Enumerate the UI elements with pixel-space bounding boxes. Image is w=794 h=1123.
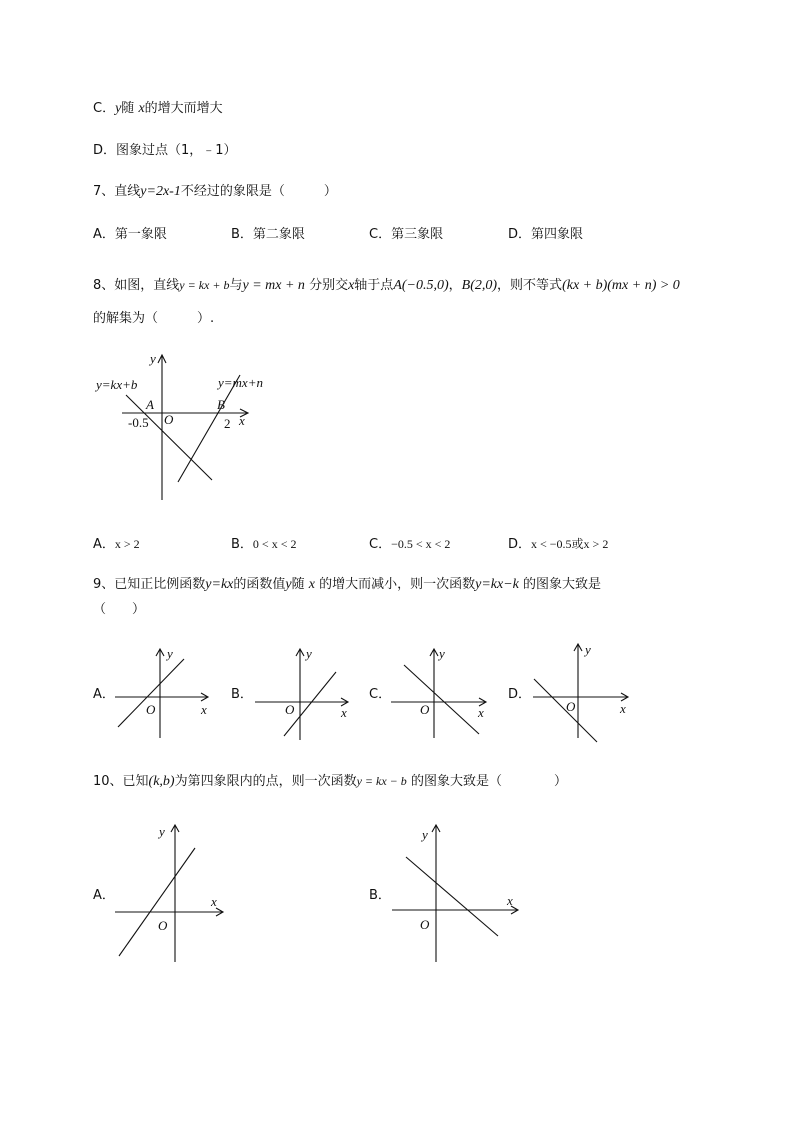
- q6-option-c-label: C．: [93, 101, 116, 116]
- q8-p1: 8、如图，直线: [93, 278, 180, 293]
- q9-c-line: [404, 665, 479, 734]
- q6-option-c-y: y: [115, 101, 122, 116]
- q9-a-label-o: O: [146, 702, 156, 717]
- q9-b-label-x: x: [341, 705, 347, 720]
- q10-a-label-y: y: [159, 824, 165, 839]
- q8-option-b-letter: B．: [231, 537, 253, 552]
- q8-p3: 分别交: [309, 278, 349, 293]
- q9-c-label-x: x: [478, 705, 484, 720]
- q9-stem: [93, 576, 601, 594]
- q8-option-a: [93, 535, 140, 554]
- q9-a-label-x: x: [201, 702, 207, 717]
- q8-option-d: [508, 535, 608, 554]
- q8-label-y: y: [150, 351, 156, 366]
- q10-p3: 的图象大致是（ ）: [410, 774, 567, 789]
- q8-option-c: [369, 535, 450, 554]
- q6-option-c: [93, 100, 223, 118]
- q7-equation: y=2x-1: [140, 184, 181, 199]
- q9-d-label-y: y: [585, 642, 591, 657]
- q10-b-label-o: O: [420, 917, 430, 932]
- q8-point-b: B(2,0): [461, 278, 498, 293]
- q9-p1: 9、已知正比例函数: [93, 577, 206, 592]
- q9-d-label-x: x: [620, 701, 626, 716]
- q6-option-c-x: x: [138, 101, 145, 116]
- q9-option-a-label: A．: [93, 687, 115, 702]
- q10-point: (k,b): [148, 774, 175, 789]
- q10-p2: 为第四象限内的点，则一次函数: [174, 774, 357, 789]
- q9-graph-b: [250, 645, 360, 745]
- q7-stem: [93, 183, 337, 201]
- q9-p3: 随: [291, 577, 305, 592]
- q8-option-d-math: x < −0.5或x > 2: [531, 537, 609, 551]
- q8-p4: 轴于点: [354, 278, 394, 293]
- q8-axis: x: [348, 278, 355, 293]
- q8-option-c-letter: C．: [369, 537, 392, 552]
- q9-graph-c: [386, 645, 496, 745]
- q8-p2: 与: [229, 278, 243, 293]
- q8-p6: ，则不等式: [497, 278, 563, 293]
- q8-eq2: y = mx + n: [242, 278, 305, 293]
- q9-v2: x: [308, 577, 315, 592]
- q7-prefix: 7、直线: [93, 184, 141, 199]
- q8-label-line2: y=mx+n: [218, 375, 263, 390]
- q8-option-d-letter: D．: [508, 537, 532, 552]
- q8-option-c-math: −0.5 < x < 2: [391, 537, 451, 551]
- q10-b-label-x: x: [507, 893, 513, 908]
- q8-label-b: B: [217, 397, 225, 412]
- q9-b-label-y: y: [306, 646, 312, 661]
- q8-option-a-letter: A．: [93, 537, 115, 552]
- q8-stem-line2: 的解集为（ ）.: [93, 311, 215, 326]
- q8-tick-a: -0.5: [128, 415, 149, 430]
- q8-option-a-math: x > 2: [114, 537, 140, 551]
- q10-option-a-label: A．: [93, 888, 115, 903]
- q7-option-b: B．第二象限: [231, 227, 305, 242]
- q10-option-b-label: B．: [369, 888, 391, 903]
- q10-a-line: [119, 848, 195, 956]
- q7-option-a: A．第一象限: [93, 227, 167, 242]
- q10-p1: 10、已知: [93, 774, 149, 789]
- q8-point-a: A(−0.5,0): [393, 278, 449, 293]
- q8-label-a: A: [146, 397, 154, 412]
- q8-p5: ，: [448, 278, 462, 293]
- q9-a-label-y: y: [167, 646, 173, 661]
- q6-option-c-mid: 随: [121, 101, 135, 116]
- q9-b-label-o: O: [285, 702, 295, 717]
- q9-d-label-o: O: [566, 699, 576, 714]
- q6-option-d: D．图象过点（1，﹣1）: [93, 143, 237, 158]
- q8-figure: [90, 345, 290, 505]
- q9-option-b-label: B．: [231, 687, 253, 702]
- q10-a-label-x: x: [211, 894, 217, 909]
- q8-option-b: [231, 535, 296, 554]
- q9-p5: 的图象大致是: [523, 577, 602, 592]
- q9-p4: 的增大而减小，则一次函数: [319, 577, 476, 592]
- q9-stem-line2: （ ）: [93, 602, 146, 617]
- q10-stem: [93, 772, 567, 791]
- q9-option-d-label: D．: [508, 687, 532, 702]
- q7-option-c: C．第三象限: [369, 227, 444, 242]
- q8-line-kx-b: [126, 395, 212, 480]
- q8-label-x: x: [239, 413, 245, 428]
- q10-graph-a: [110, 822, 230, 967]
- q10-b-label-y: y: [422, 827, 428, 842]
- q9-c-label-o: O: [420, 702, 430, 717]
- q9-eq2: y=kx−k: [475, 577, 519, 592]
- q9-v1: y: [285, 577, 292, 592]
- q6-option-c-end: 的增大而增大: [144, 101, 223, 116]
- q8-stem: [93, 276, 680, 295]
- q9-option-c-label: C．: [369, 687, 392, 702]
- q8-inequality: (kx + b)(mx + n) > 0: [562, 278, 680, 293]
- q10-graph-b: [388, 822, 528, 967]
- q8-line-mx-n: [178, 375, 240, 482]
- q9-graph-d: [528, 640, 638, 745]
- q7-suffix: 不经过的象限是（ ）: [180, 184, 337, 199]
- q8-option-b-math: 0 < x < 2: [252, 537, 297, 551]
- q10-equation: y = kx − b: [356, 774, 407, 788]
- q8-tick-b: 2: [224, 416, 231, 431]
- q8-label-line1: y=kx+b: [96, 377, 138, 392]
- q8-label-o: O: [164, 412, 174, 427]
- q10-a-label-o: O: [158, 918, 168, 933]
- q7-option-d: D．第四象限: [508, 227, 584, 242]
- q9-eq1: y=kx: [205, 577, 234, 592]
- q9-graph-a: [110, 645, 220, 745]
- q9-p2: 的函数值: [233, 577, 286, 592]
- q8-eq1: y = kx + b: [179, 278, 230, 292]
- q9-c-label-y: y: [439, 646, 445, 661]
